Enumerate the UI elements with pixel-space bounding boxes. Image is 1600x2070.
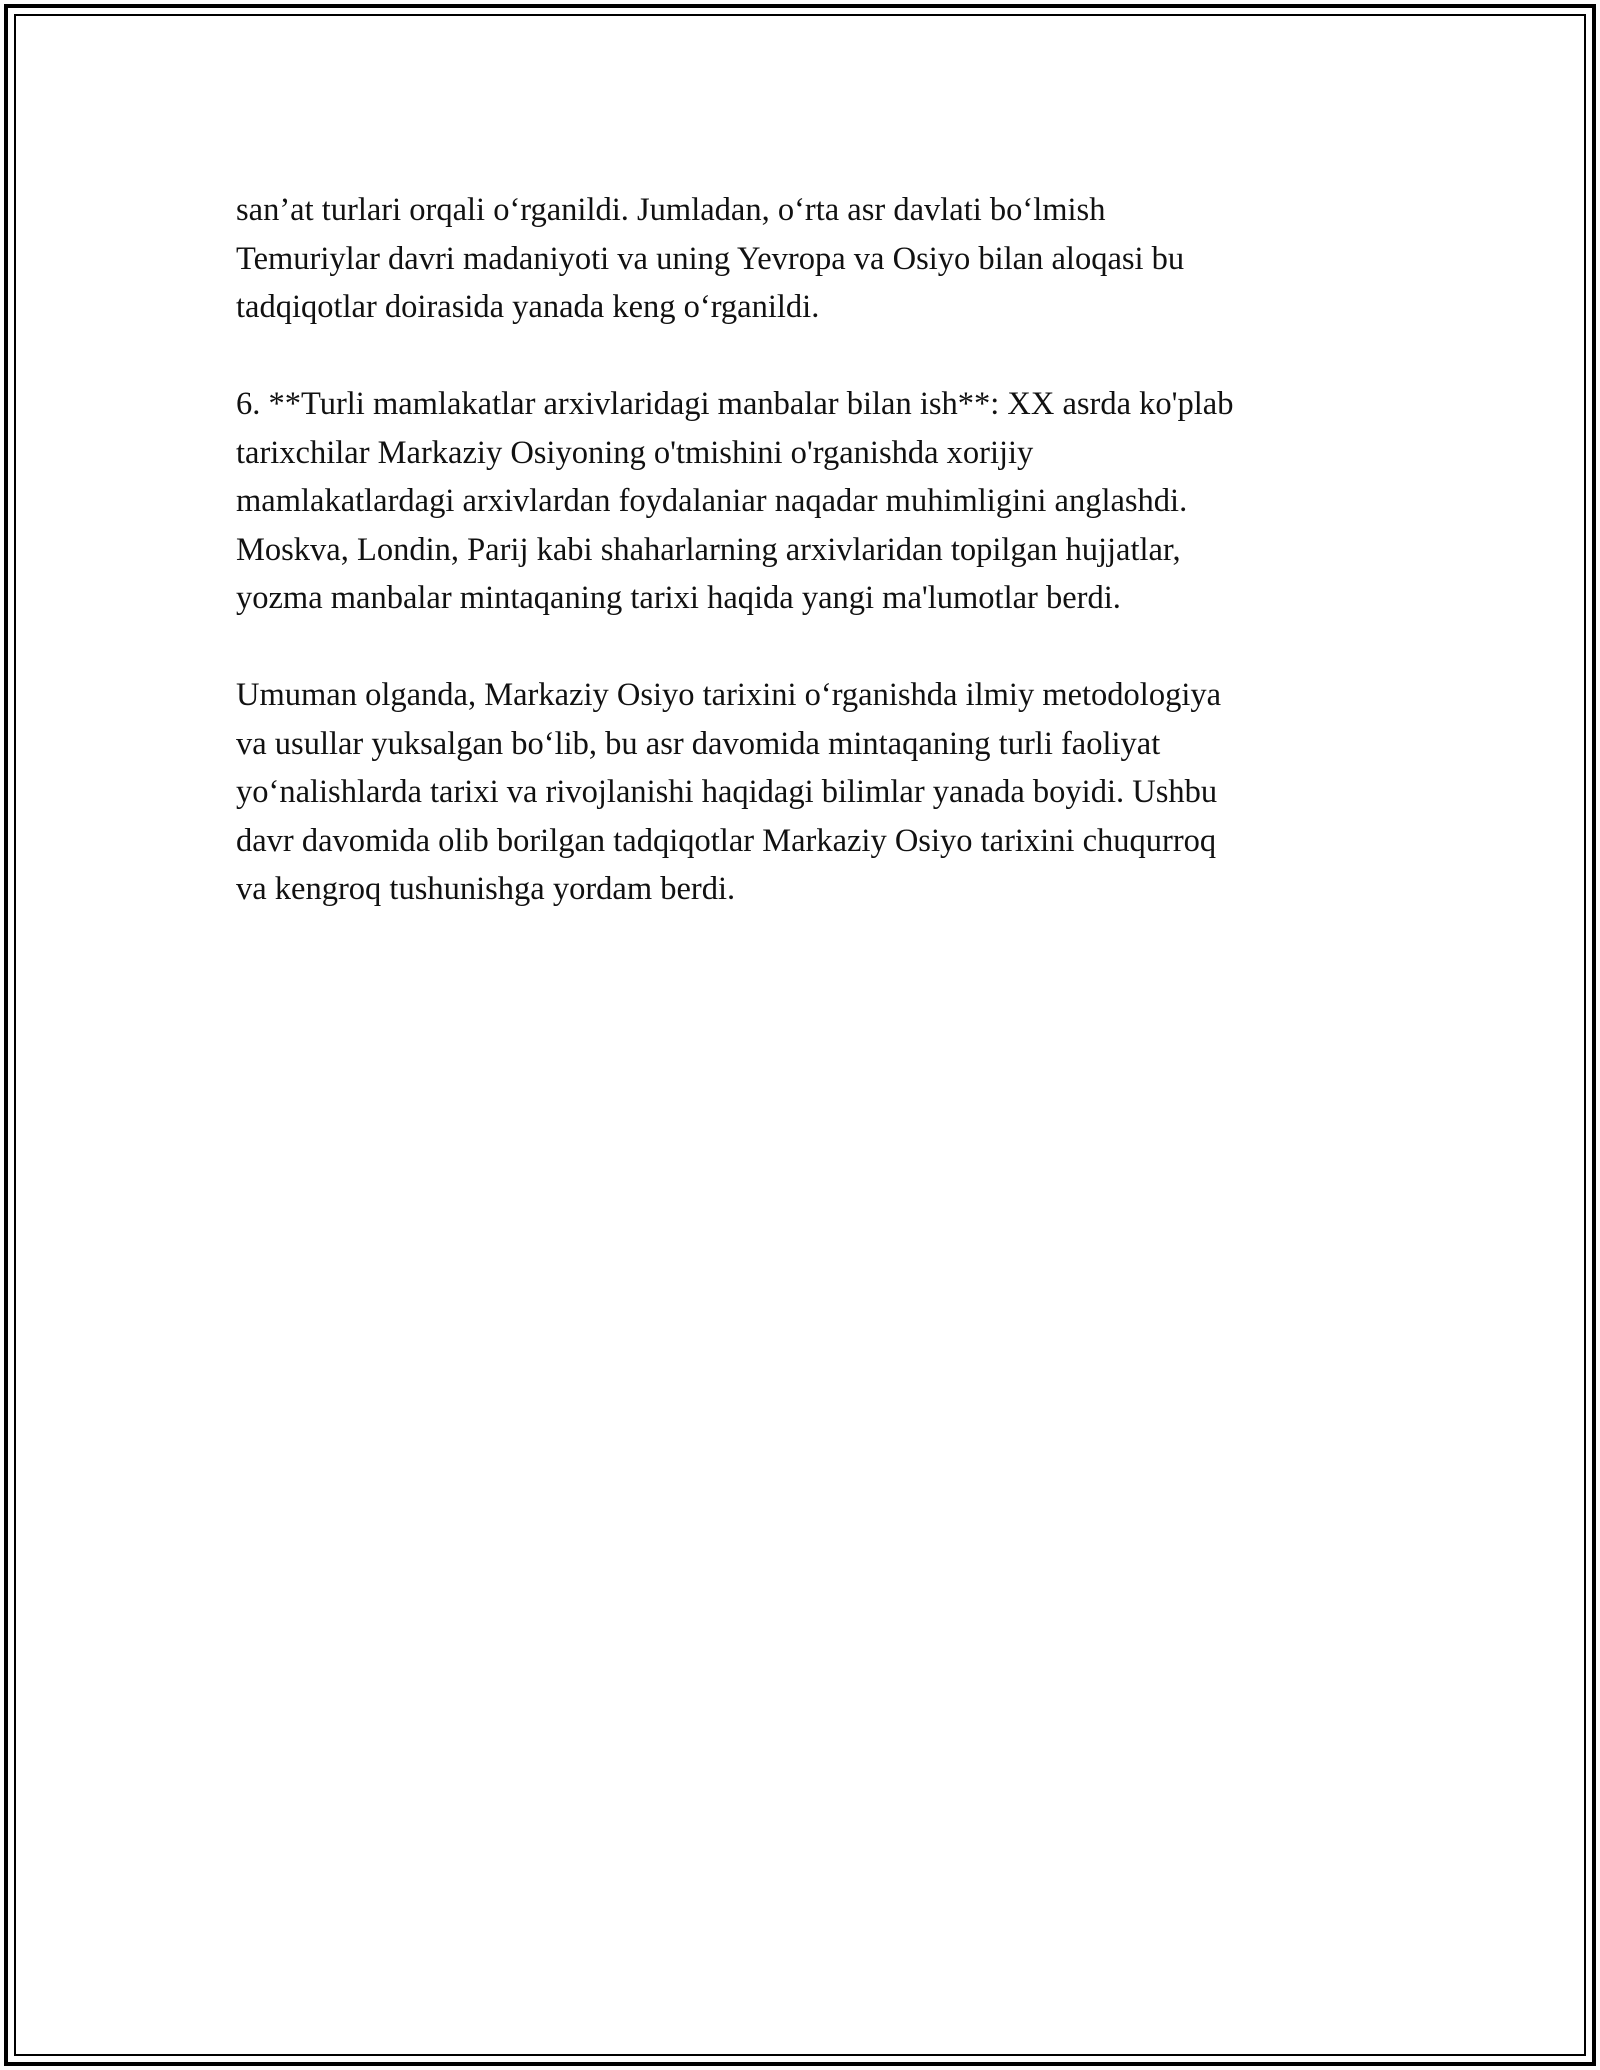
paragraph-line: san’at turlari orqali o‘rganildi. Jumladan, o‘rta asr davlati bo‘lmish [236,192,1106,228]
paragraph-line: tadqiqotlar doirasida yanada keng o‘rganildi. [236,289,820,325]
paragraph-3 [236,671,1376,914]
paragraph-line: davr davomida olib borilgan tadqiqotlar Markaziy Osiyo tarixini chuqurroq [236,822,1217,859]
paragraph-line: mamlakatlardagi arxivlardan foydalaniar naqadar muhimligini anglashdi. [236,483,1188,519]
document-body [236,186,1376,962]
paragraph-2 [236,380,1376,623]
paragraph-1 [236,186,1376,332]
paragraph-line: tarixchilar Markaziy Osiyoning o'tmishini o'rganishda xorijiy [236,434,1034,471]
paragraph-line: Moskva, Londin, Parij kabi shaharlarning arxivlaridan topilgan hujjatlar, [236,531,1181,568]
paragraph-line: va kengroq tushunishga yordam berdi. [236,871,736,907]
paragraph-line: 6. **Turli mamlakatlar arxivlaridagi manbalar bilan ish**: XX asrda ko'plab [236,386,1234,422]
paragraph-line: yo‘nalishlarda tarixi va rivojlanishi haqidagi bilimlar yanada boyidi. Ushbu [236,774,1218,810]
paragraph-line: Umuman olganda, Markaziy Osiyo tarixini o‘rganishda ilmiy metodologiya [236,677,1222,713]
paragraph-line: yozma manbalar mintaqaning tarixi haqida yangi ma'lumotlar berdi. [236,580,1121,616]
paragraph-line: Temuriylar davri madaniyoti va uning Yevropa va Osiyo bilan aloqasi bu [236,240,1185,277]
paragraph-line: va usullar yuksalgan bo‘lib, bu asr davomida mintaqaning turli faoliyat [236,725,1161,762]
